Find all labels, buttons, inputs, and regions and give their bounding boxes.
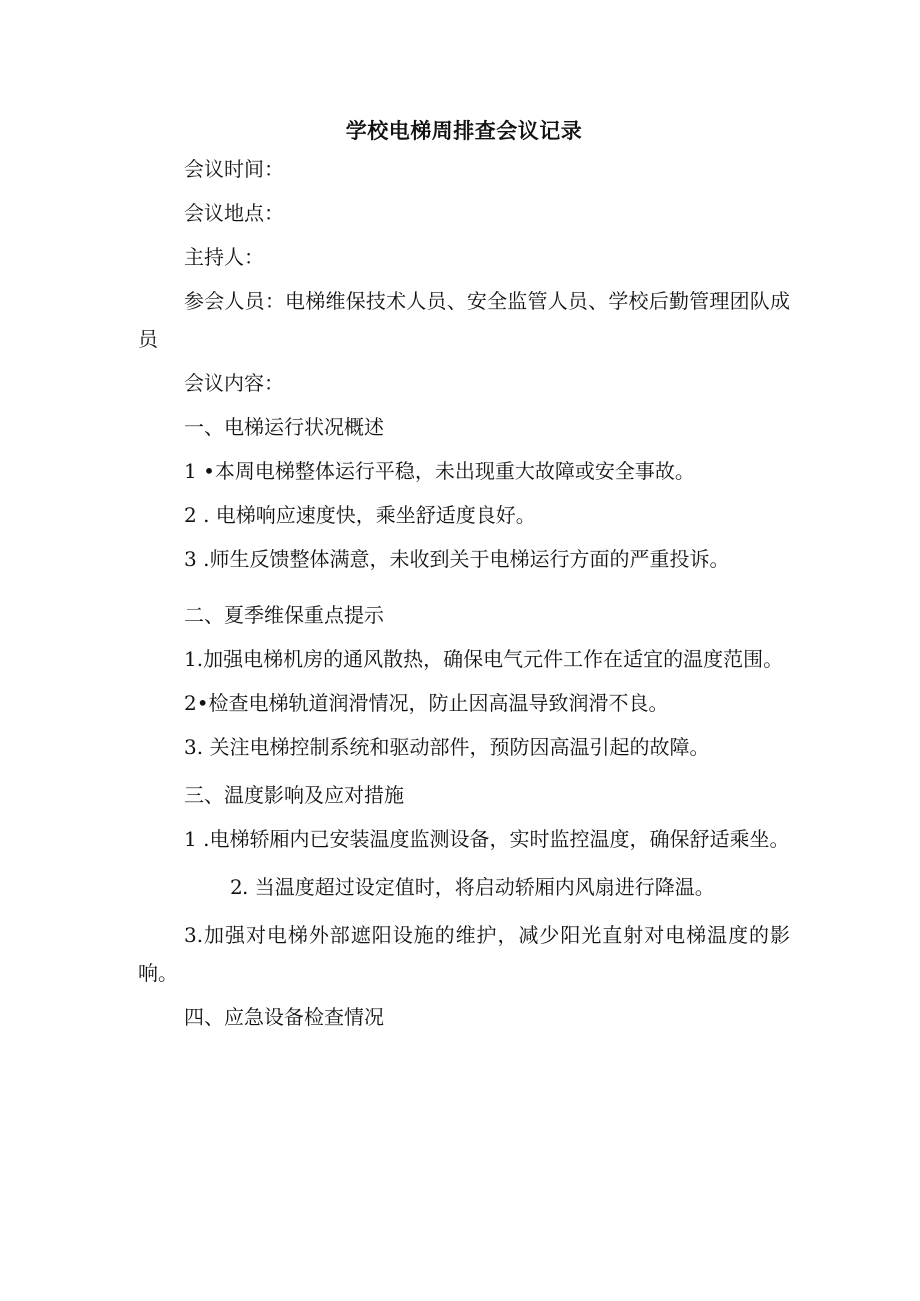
section-3-item-3: 3.加强对电梯外部遮阳设施的维护，减少阳光直射对电梯温度的影响。 bbox=[138, 923, 790, 985]
meeting-location: 会议地点： bbox=[184, 201, 284, 225]
section-2-item-1: 1.加强电梯机房的通风散热，确保电气元件工作在适宜的温度范围。 bbox=[184, 647, 784, 671]
meeting-content-label: 会议内容： bbox=[184, 371, 284, 395]
section-3-item-1: 1 .电梯轿厢内已安装温度监测设备，实时监控温度，确保舒适乘坐。 bbox=[184, 827, 790, 851]
document-title: 学校电梯周排查会议记录 bbox=[345, 118, 583, 143]
document-body bbox=[138, 112, 790, 1036]
meeting-attendees: 参会人员：电梯维保技术人员、安全监管人员、学校后勤管理团队成员 bbox=[138, 289, 790, 351]
section-1-heading: 一、电梯运行状况概述 bbox=[184, 415, 384, 439]
section-2-item-2: 2•检查电梯轨道润滑情况，防止因高温导致润滑不良。 bbox=[184, 691, 669, 715]
section-3-item-2 bbox=[138, 868, 790, 906]
section-1-item-1: 1 •本周电梯整体运行平稳，未出现重大故障或安全事故。 bbox=[184, 459, 695, 483]
section-1-item-2: 2 . 电梯响应速度快，乘坐舒适度良好。 bbox=[184, 503, 536, 527]
section-3-item-2-text: . 当温度超过设定值时，将启动轿厢内风扇进行降温。 bbox=[242, 875, 715, 899]
section-2-heading: 二、夏季维保重点提示 bbox=[184, 603, 384, 627]
section-2-item-3: 3. 关注电梯控制系统和驱动部件，预防因高温引起的故障。 bbox=[184, 735, 710, 759]
meeting-host: 主持人： bbox=[184, 245, 264, 269]
section-1-item-3: 3 .师生反馈整体满意，未收到关于电梯运行方面的严重投诉。 bbox=[184, 547, 730, 571]
meeting-time: 会议时间： bbox=[184, 157, 284, 181]
section-4-heading: 四、应急设备检查情况 bbox=[184, 1005, 384, 1029]
section-3-heading: 三、温度影响及应对措施 bbox=[184, 783, 404, 807]
section-3-item-2-number: 2 bbox=[230, 875, 243, 899]
